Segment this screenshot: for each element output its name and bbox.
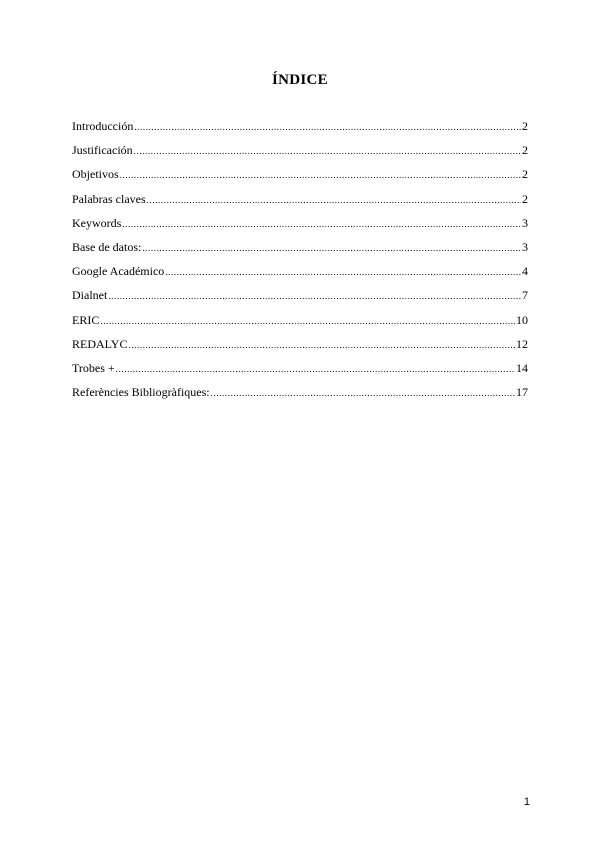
toc-dot-leader xyxy=(147,190,521,210)
toc-dot-leader xyxy=(122,214,521,234)
toc-entry-page[interactable]: 2 xyxy=(522,191,528,206)
toc-entry-page[interactable]: 2 xyxy=(522,119,528,133)
toc-dot-leader xyxy=(134,117,521,137)
page-title: ÍNDICE xyxy=(272,72,328,88)
toc-dot-leader xyxy=(211,383,515,403)
toc-entry-page[interactable]: 12 xyxy=(516,336,528,351)
toc-entry[interactable] xyxy=(72,382,528,406)
toc-dot-leader xyxy=(134,141,521,161)
toc-entry-label[interactable]: Keywords xyxy=(72,215,122,230)
toc-entry-label[interactable]: Palabras claves xyxy=(72,191,146,206)
toc-entry[interactable] xyxy=(72,164,528,188)
toc-entry[interactable] xyxy=(72,237,528,261)
toc-dot-leader xyxy=(128,335,515,355)
toc-entry-page[interactable]: 7 xyxy=(522,288,528,303)
toc-entry-page[interactable]: 4 xyxy=(522,264,528,279)
toc-dot-leader xyxy=(108,286,521,306)
toc-entry-label[interactable]: REDALYC xyxy=(72,336,128,351)
toc-entry-label[interactable]: Introducción xyxy=(72,119,134,133)
toc-dot-leader xyxy=(116,359,515,379)
toc-entry[interactable] xyxy=(72,261,528,285)
toc-entry-page[interactable]: 2 xyxy=(522,143,528,158)
toc-dot-leader xyxy=(142,238,521,258)
toc-entry-label[interactable]: Objetivos xyxy=(72,167,119,182)
toc-entry[interactable] xyxy=(72,213,528,237)
toc-entry-page[interactable]: 2 xyxy=(522,167,528,182)
toc-dot-leader xyxy=(165,262,521,282)
toc-dot-leader xyxy=(100,311,515,331)
toc-entry-label[interactable]: ERIC xyxy=(72,312,100,327)
toc-entry-label[interactable]: Base de datos: xyxy=(72,239,142,254)
toc-entry-label[interactable]: Dialnet xyxy=(72,288,108,303)
toc-entry-label[interactable]: Justificación xyxy=(72,143,133,158)
toc-entry[interactable] xyxy=(72,358,528,382)
toc-entry-page[interactable]: 10 xyxy=(516,312,528,327)
toc-entry-page[interactable]: 14 xyxy=(516,360,528,375)
toc-entry-label[interactable]: Trobes + xyxy=(72,360,115,375)
table-of-contents xyxy=(72,116,528,406)
page-number: 1 xyxy=(523,796,530,808)
toc-entry-page[interactable]: 3 xyxy=(522,215,528,230)
toc-dot-leader xyxy=(120,165,521,185)
toc-entry-label[interactable]: Google Académico xyxy=(72,264,165,279)
toc-entry[interactable] xyxy=(72,310,528,334)
toc-entry[interactable] xyxy=(72,334,528,358)
toc-entry[interactable] xyxy=(72,285,528,309)
toc-entry-page[interactable]: 17 xyxy=(516,385,528,400)
toc-entry[interactable] xyxy=(72,140,528,164)
toc-entry-page[interactable]: 3 xyxy=(522,239,528,254)
toc-entry[interactable] xyxy=(72,189,528,213)
toc-entry-label[interactable]: Referències Bibliogràfiques: xyxy=(72,385,210,400)
toc-entry[interactable] xyxy=(72,116,528,140)
